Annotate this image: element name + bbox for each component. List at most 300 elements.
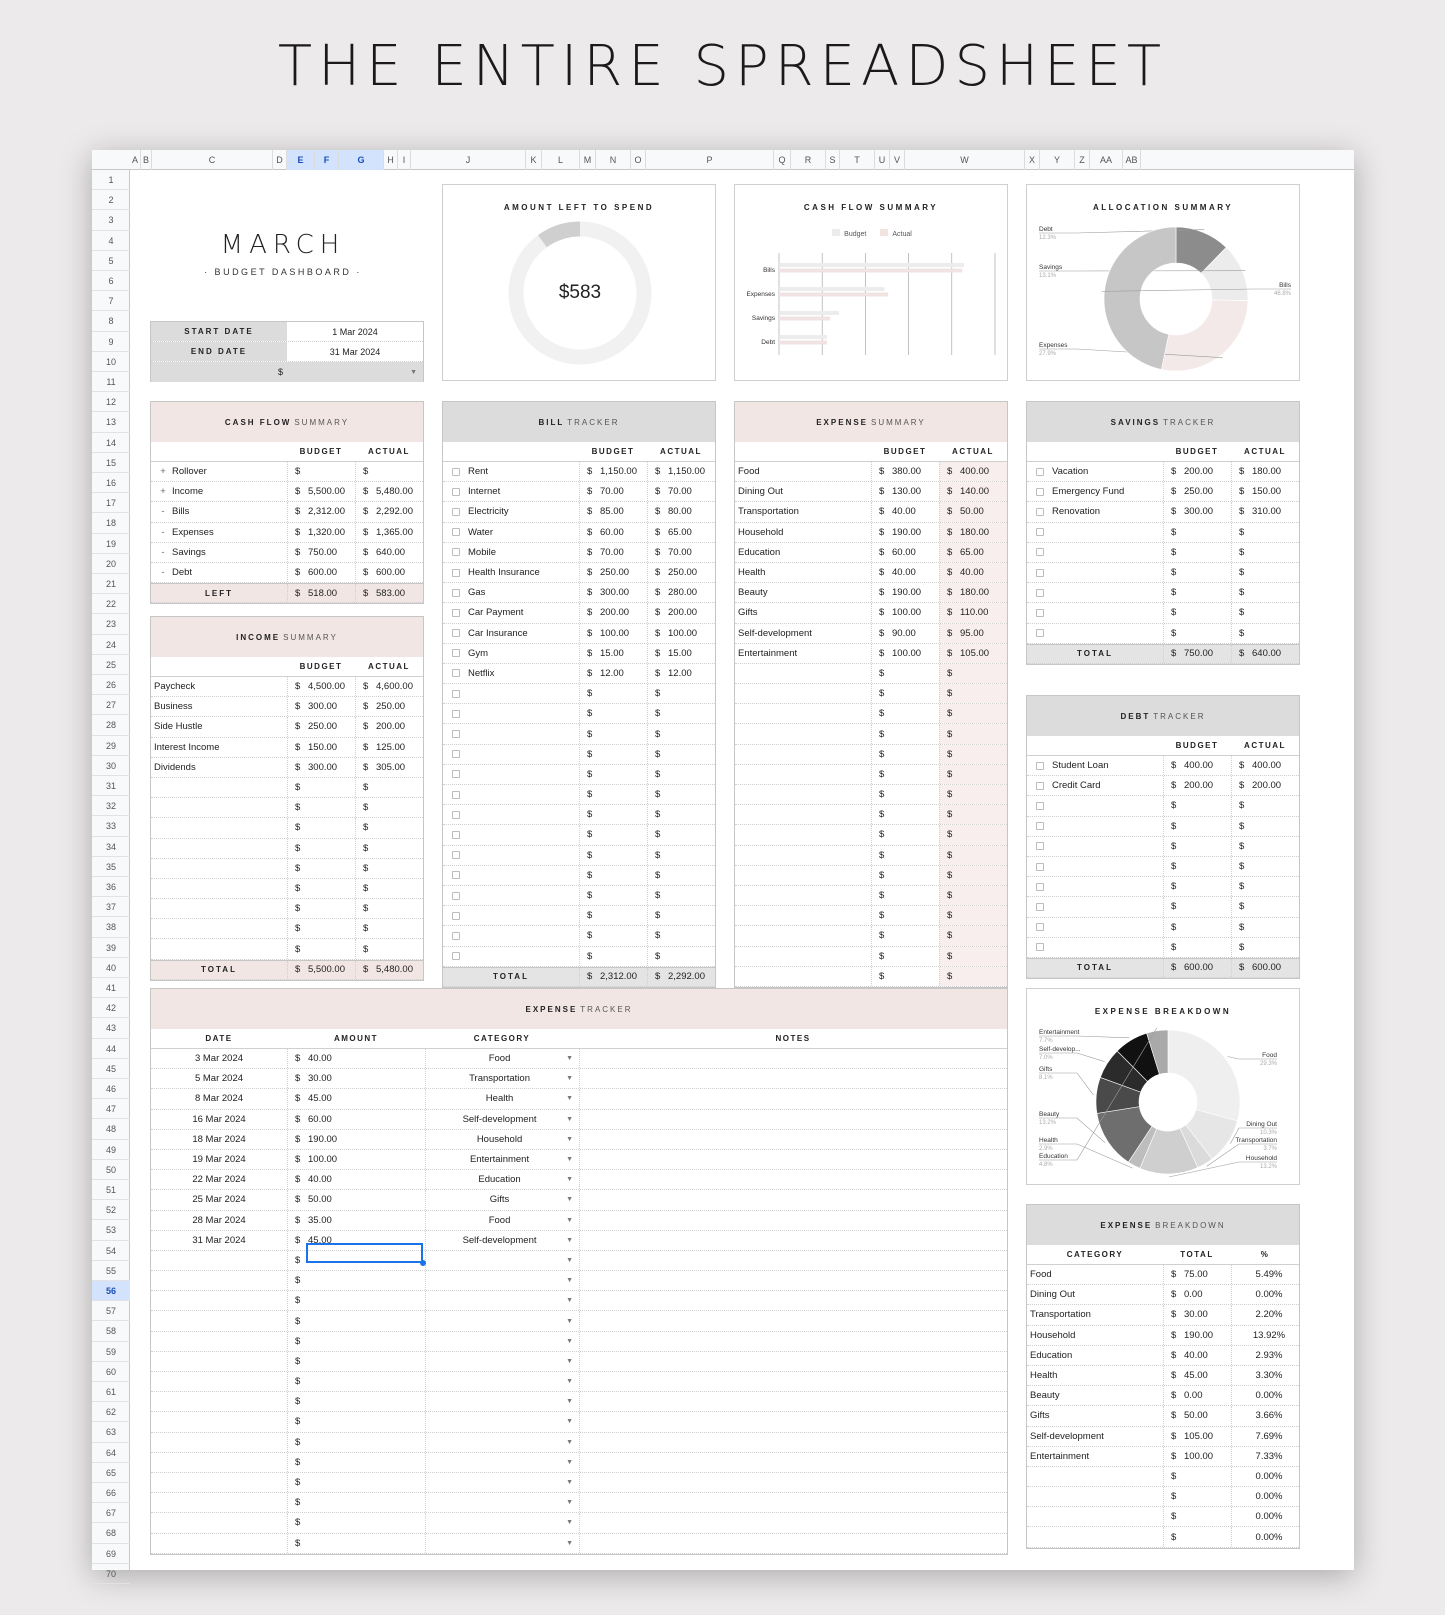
row-header[interactable]: 5 xyxy=(92,251,130,271)
column-header-o[interactable]: O xyxy=(631,150,646,170)
fill-handle[interactable] xyxy=(420,1260,426,1266)
row-header[interactable]: 56 xyxy=(92,1281,130,1301)
column-header-g[interactable]: G xyxy=(339,150,384,170)
checkbox[interactable] xyxy=(1036,508,1044,516)
checkbox[interactable] xyxy=(452,730,460,738)
row-label-cell[interactable] xyxy=(1027,583,1163,602)
row-label-cell[interactable] xyxy=(443,704,579,723)
total-cell[interactable] xyxy=(1163,1447,1231,1466)
row-header[interactable]: 35 xyxy=(92,857,130,877)
notes-cell[interactable] xyxy=(579,1453,1007,1472)
date-cell[interactable] xyxy=(151,1311,287,1330)
column-header-i[interactable]: I xyxy=(398,150,411,170)
row-label-cell[interactable] xyxy=(151,899,287,918)
row-header[interactable]: 47 xyxy=(92,1099,130,1119)
category-cell[interactable]: Transportation xyxy=(1030,1309,1091,1321)
checkbox[interactable] xyxy=(452,811,460,819)
notes-cell[interactable] xyxy=(579,1251,1007,1270)
row-label-cell[interactable] xyxy=(443,543,579,562)
date-cell[interactable] xyxy=(151,1473,287,1492)
row-label-cell[interactable] xyxy=(443,765,579,784)
notes-cell[interactable] xyxy=(579,1170,1007,1189)
row-label-cell[interactable] xyxy=(1027,543,1163,562)
row-label-cell[interactable] xyxy=(443,563,579,582)
row-header[interactable]: 64 xyxy=(92,1443,130,1463)
category-cell[interactable] xyxy=(1027,1467,1163,1486)
amount-cell[interactable] xyxy=(287,1110,425,1129)
column-header-h[interactable]: H xyxy=(384,150,398,170)
checkbox[interactable] xyxy=(452,851,460,859)
checkbox[interactable] xyxy=(1036,589,1044,597)
date-cell[interactable]: 31 Mar 2024 xyxy=(192,1234,246,1246)
row-label-cell[interactable] xyxy=(151,482,287,501)
row-label-cell[interactable] xyxy=(735,886,871,905)
category-select[interactable] xyxy=(425,1049,579,1068)
percent-cell[interactable]: 5.49% xyxy=(1231,1265,1299,1284)
row-label-cell[interactable] xyxy=(443,785,579,804)
end-date-value[interactable]: 31 Mar 2024 xyxy=(329,346,381,357)
column-header-r[interactable]: R xyxy=(791,150,826,170)
notes-cell[interactable] xyxy=(579,1311,1007,1330)
row-header[interactable]: 24 xyxy=(92,635,130,655)
row-label-cell[interactable] xyxy=(151,919,287,938)
checkbox[interactable] xyxy=(452,831,460,839)
date-cell[interactable] xyxy=(151,1332,287,1351)
checkbox[interactable] xyxy=(1036,883,1044,891)
row-label-cell[interactable] xyxy=(735,462,871,481)
category-select[interactable] xyxy=(425,1412,579,1431)
row-label-cell[interactable] xyxy=(735,563,871,582)
row-label-cell[interactable] xyxy=(443,523,579,542)
row-label-cell[interactable] xyxy=(1027,877,1163,896)
notes-cell[interactable] xyxy=(579,1110,1007,1129)
row-label-cell[interactable] xyxy=(151,839,287,858)
row-header[interactable]: 30 xyxy=(92,756,130,776)
row-header[interactable]: 25 xyxy=(92,655,130,675)
row-header[interactable]: 39 xyxy=(92,938,130,958)
checkbox[interactable] xyxy=(452,508,460,516)
row-label-cell[interactable] xyxy=(151,939,287,958)
checkbox[interactable] xyxy=(452,629,460,637)
row-header[interactable]: 40 xyxy=(92,958,130,978)
row-header[interactable]: 6 xyxy=(92,271,130,291)
column-header-l[interactable]: L xyxy=(542,150,580,170)
date-cell[interactable]: 22 Mar 2024 xyxy=(192,1174,246,1186)
category-select[interactable] xyxy=(425,1089,579,1108)
column-header-u[interactable]: U xyxy=(875,150,890,170)
row-label-cell[interactable] xyxy=(735,846,871,865)
column-header-s[interactable]: S xyxy=(826,150,840,170)
row-label-cell[interactable] xyxy=(151,859,287,878)
notes-cell[interactable] xyxy=(579,1130,1007,1149)
row-label-cell[interactable] xyxy=(443,745,579,764)
amount-cell[interactable] xyxy=(287,1372,425,1391)
row-header[interactable]: 14 xyxy=(92,433,130,453)
row-header[interactable]: 29 xyxy=(92,736,130,756)
total-cell[interactable] xyxy=(1163,1406,1231,1425)
checkbox[interactable] xyxy=(1036,468,1044,476)
row-label-cell[interactable] xyxy=(735,482,871,501)
checkbox[interactable] xyxy=(452,468,460,476)
column-header-z[interactable]: Z xyxy=(1075,150,1090,170)
spreadsheet[interactable] xyxy=(92,150,1354,1579)
amount-cell[interactable] xyxy=(287,1089,425,1108)
column-header-p[interactable]: P xyxy=(646,150,774,170)
notes-cell[interactable] xyxy=(579,1392,1007,1411)
row-header[interactable]: 55 xyxy=(92,1261,130,1281)
date-cell[interactable] xyxy=(151,1251,287,1270)
row-header[interactable]: 27 xyxy=(92,695,130,715)
date-cell[interactable]: 3 Mar 2024 xyxy=(194,1053,244,1065)
checkbox[interactable] xyxy=(452,710,460,718)
row-label-cell[interactable] xyxy=(443,866,579,885)
category-select[interactable] xyxy=(425,1211,579,1230)
percent-cell[interactable]: 0.00% xyxy=(1231,1487,1299,1506)
row-header[interactable]: 65 xyxy=(92,1463,130,1483)
category-cell[interactable] xyxy=(1027,1507,1163,1526)
row-label-cell[interactable] xyxy=(735,603,871,622)
row-header[interactable]: 67 xyxy=(92,1503,130,1523)
row-label-cell[interactable] xyxy=(735,825,871,844)
row-header[interactable]: 44 xyxy=(92,1039,130,1059)
row-label-cell[interactable] xyxy=(443,603,579,622)
row-header[interactable]: 54 xyxy=(92,1241,130,1261)
row-header[interactable]: 53 xyxy=(92,1220,130,1240)
row-label-cell[interactable] xyxy=(443,947,579,966)
row-header[interactable]: 15 xyxy=(92,453,130,473)
row-header[interactable]: 61 xyxy=(92,1382,130,1402)
row-header[interactable]: 11 xyxy=(92,372,130,392)
row-label-cell[interactable] xyxy=(443,684,579,703)
row-header[interactable]: 52 xyxy=(92,1200,130,1220)
row-header[interactable]: 33 xyxy=(92,816,130,836)
row-label-cell[interactable] xyxy=(1027,817,1163,836)
row-label-cell[interactable] xyxy=(735,543,871,562)
row-header[interactable]: 70 xyxy=(92,1564,130,1584)
column-header-ab[interactable]: AB xyxy=(1123,150,1141,170)
checkbox[interactable] xyxy=(1036,863,1044,871)
row-header[interactable]: 59 xyxy=(92,1342,130,1362)
column-header-x[interactable]: X xyxy=(1025,150,1040,170)
amount-cell[interactable] xyxy=(287,1433,425,1452)
total-cell[interactable] xyxy=(1163,1346,1231,1365)
checkbox[interactable] xyxy=(452,770,460,778)
date-cell[interactable] xyxy=(151,1372,287,1391)
column-header-d[interactable]: D xyxy=(273,150,287,170)
row-header[interactable]: 46 xyxy=(92,1079,130,1099)
amount-cell[interactable] xyxy=(287,1332,425,1351)
notes-cell[interactable] xyxy=(579,1412,1007,1431)
checkbox[interactable] xyxy=(1036,548,1044,556)
checkbox[interactable] xyxy=(452,892,460,900)
date-cell[interactable] xyxy=(151,1433,287,1452)
amount-cell[interactable] xyxy=(287,1130,425,1149)
row-header[interactable]: 57 xyxy=(92,1301,130,1321)
percent-cell[interactable]: 2.20% xyxy=(1231,1305,1299,1324)
row-label-cell[interactable] xyxy=(151,502,287,521)
row-label-cell[interactable] xyxy=(1027,482,1163,501)
category-select[interactable] xyxy=(425,1372,579,1391)
row-label-cell[interactable] xyxy=(443,624,579,643)
amount-cell[interactable] xyxy=(287,1412,425,1431)
row-label-cell[interactable] xyxy=(735,724,871,743)
category-select[interactable] xyxy=(425,1352,579,1371)
total-cell[interactable] xyxy=(1163,1285,1231,1304)
row-header[interactable]: 3 xyxy=(92,210,130,230)
row-header[interactable]: 1 xyxy=(92,170,130,190)
category-cell[interactable]: Household xyxy=(1030,1329,1076,1341)
row-header[interactable]: 12 xyxy=(92,392,130,412)
row-label-cell[interactable] xyxy=(151,798,287,817)
percent-cell[interactable]: 3.30% xyxy=(1231,1366,1299,1385)
checkbox[interactable] xyxy=(452,488,460,496)
row-label-cell[interactable] xyxy=(735,926,871,945)
row-label-cell[interactable] xyxy=(151,697,287,716)
amount-cell[interactable] xyxy=(287,1493,425,1512)
amount-cell[interactable] xyxy=(287,1271,425,1290)
checkbox[interactable] xyxy=(452,690,460,698)
checkbox[interactable] xyxy=(452,952,460,960)
total-cell[interactable] xyxy=(1163,1265,1231,1284)
row-header[interactable]: 34 xyxy=(92,837,130,857)
category-select[interactable] xyxy=(425,1231,579,1250)
row-label-cell[interactable] xyxy=(735,866,871,885)
column-header-m[interactable]: M xyxy=(580,150,596,170)
category-cell[interactable]: Education xyxy=(1030,1349,1073,1361)
row-header[interactable]: 69 xyxy=(92,1544,130,1564)
column-header-w[interactable]: W xyxy=(905,150,1025,170)
date-cell[interactable]: 28 Mar 2024 xyxy=(192,1214,246,1226)
checkbox[interactable] xyxy=(1036,923,1044,931)
checkbox[interactable] xyxy=(452,528,460,536)
total-cell[interactable] xyxy=(1163,1467,1231,1486)
notes-cell[interactable] xyxy=(579,1150,1007,1169)
notes-cell[interactable] xyxy=(579,1231,1007,1250)
checkbox[interactable] xyxy=(1036,822,1044,830)
row-label-cell[interactable] xyxy=(151,717,287,736)
notes-cell[interactable] xyxy=(579,1190,1007,1209)
notes-cell[interactable] xyxy=(579,1493,1007,1512)
row-header[interactable]: 51 xyxy=(92,1180,130,1200)
total-cell[interactable] xyxy=(1163,1527,1231,1546)
category-cell[interactable]: Beauty xyxy=(1030,1390,1060,1402)
row-header[interactable]: 45 xyxy=(92,1059,130,1079)
row-header[interactable]: 13 xyxy=(92,412,130,432)
percent-cell[interactable]: 0.00% xyxy=(1231,1507,1299,1526)
column-header-y[interactable]: Y xyxy=(1040,150,1075,170)
notes-cell[interactable] xyxy=(579,1534,1007,1553)
row-label-cell[interactable] xyxy=(735,664,871,683)
row-header[interactable]: 49 xyxy=(92,1140,130,1160)
row-header[interactable]: 48 xyxy=(92,1119,130,1139)
row-label-cell[interactable] xyxy=(443,805,579,824)
row-header[interactable]: 63 xyxy=(92,1422,130,1442)
row-label-cell[interactable] xyxy=(151,758,287,777)
date-cell[interactable] xyxy=(151,1392,287,1411)
category-select[interactable] xyxy=(425,1271,579,1290)
notes-cell[interactable] xyxy=(579,1069,1007,1088)
category-select[interactable] xyxy=(425,1110,579,1129)
notes-cell[interactable] xyxy=(579,1433,1007,1452)
row-header[interactable]: 42 xyxy=(92,998,130,1018)
date-cell[interactable]: 25 Mar 2024 xyxy=(192,1194,246,1206)
total-cell[interactable] xyxy=(1163,1507,1231,1526)
row-label-cell[interactable] xyxy=(443,886,579,905)
category-select[interactable] xyxy=(425,1513,579,1532)
date-cell[interactable] xyxy=(151,1291,287,1310)
notes-cell[interactable] xyxy=(579,1291,1007,1310)
total-cell[interactable] xyxy=(1163,1326,1231,1345)
total-cell[interactable] xyxy=(1163,1305,1231,1324)
row-label-cell[interactable] xyxy=(735,583,871,602)
checkbox[interactable] xyxy=(452,589,460,597)
amount-cell[interactable] xyxy=(287,1311,425,1330)
row-label-cell[interactable] xyxy=(1027,776,1163,795)
row-label-cell[interactable] xyxy=(735,947,871,966)
percent-cell[interactable]: 0.00% xyxy=(1231,1285,1299,1304)
category-cell[interactable] xyxy=(1027,1527,1163,1546)
date-cell[interactable] xyxy=(151,1271,287,1290)
row-label-cell[interactable] xyxy=(443,583,579,602)
row-header[interactable]: 43 xyxy=(92,1018,130,1038)
row-label-cell[interactable] xyxy=(443,724,579,743)
row-label-cell[interactable] xyxy=(1027,938,1163,957)
row-label-cell[interactable] xyxy=(1027,502,1163,521)
row-header[interactable]: 22 xyxy=(92,594,130,614)
amount-cell[interactable] xyxy=(287,1190,425,1209)
row-header[interactable]: 10 xyxy=(92,352,130,372)
checkbox[interactable] xyxy=(1036,782,1044,790)
row-header[interactable]: 17 xyxy=(92,493,130,513)
percent-cell[interactable]: 0.00% xyxy=(1231,1386,1299,1405)
amount-cell[interactable] xyxy=(287,1049,425,1068)
row-header[interactable]: 62 xyxy=(92,1402,130,1422)
row-label-cell[interactable] xyxy=(443,906,579,925)
amount-cell[interactable] xyxy=(287,1211,425,1230)
checkbox[interactable] xyxy=(452,871,460,879)
row-label-cell[interactable] xyxy=(151,523,287,542)
category-select[interactable] xyxy=(425,1534,579,1553)
column-header-b[interactable]: B xyxy=(141,150,152,170)
checkbox[interactable] xyxy=(452,912,460,920)
row-label-cell[interactable] xyxy=(1027,918,1163,937)
column-header-k[interactable]: K xyxy=(526,150,542,170)
row-label-cell[interactable] xyxy=(151,818,287,837)
amount-cell[interactable] xyxy=(287,1352,425,1371)
row-header[interactable]: 32 xyxy=(92,796,130,816)
category-select[interactable] xyxy=(425,1493,579,1512)
row-label-cell[interactable] xyxy=(735,967,871,986)
row-label-cell[interactable] xyxy=(735,745,871,764)
date-cell[interactable] xyxy=(151,1453,287,1472)
notes-cell[interactable] xyxy=(579,1513,1007,1532)
row-header[interactable]: 41 xyxy=(92,978,130,998)
row-label-cell[interactable] xyxy=(735,785,871,804)
start-date-value[interactable]: 1 Mar 2024 xyxy=(332,326,378,337)
checkbox[interactable] xyxy=(1036,903,1044,911)
row-header[interactable]: 58 xyxy=(92,1321,130,1341)
notes-cell[interactable] xyxy=(579,1372,1007,1391)
row-header[interactable]: 31 xyxy=(92,776,130,796)
column-header-aa[interactable]: AA xyxy=(1090,150,1123,170)
checkbox[interactable] xyxy=(452,791,460,799)
notes-cell[interactable] xyxy=(579,1352,1007,1371)
checkbox[interactable] xyxy=(1036,488,1044,496)
amount-cell[interactable] xyxy=(287,1534,425,1553)
row-label-cell[interactable] xyxy=(443,502,579,521)
total-cell[interactable] xyxy=(1163,1427,1231,1446)
row-header[interactable]: 20 xyxy=(92,554,130,574)
row-label-cell[interactable] xyxy=(151,543,287,562)
column-header-q[interactable]: Q xyxy=(774,150,791,170)
category-select[interactable] xyxy=(425,1433,579,1452)
currency-select[interactable] xyxy=(151,362,423,382)
row-label-cell[interactable] xyxy=(1027,897,1163,916)
amount-cell[interactable] xyxy=(287,1513,425,1532)
date-cell[interactable]: 16 Mar 2024 xyxy=(192,1113,246,1125)
column-header-j[interactable]: J xyxy=(411,150,526,170)
total-cell[interactable] xyxy=(1163,1366,1231,1385)
row-header[interactable]: 36 xyxy=(92,877,130,897)
category-select[interactable] xyxy=(425,1130,579,1149)
checkbox[interactable] xyxy=(452,750,460,758)
checkbox[interactable] xyxy=(1036,569,1044,577)
row-label-cell[interactable] xyxy=(1027,624,1163,643)
checkbox[interactable] xyxy=(1036,629,1044,637)
category-select[interactable] xyxy=(425,1473,579,1492)
date-cell[interactable] xyxy=(151,1352,287,1371)
row-label-cell[interactable] xyxy=(443,825,579,844)
row-header[interactable]: 4 xyxy=(92,231,130,251)
checkbox[interactable] xyxy=(452,669,460,677)
row-label-cell[interactable] xyxy=(151,778,287,797)
row-header[interactable]: 21 xyxy=(92,574,130,594)
date-cell[interactable] xyxy=(151,1513,287,1532)
row-label-cell[interactable] xyxy=(735,805,871,824)
checkbox[interactable] xyxy=(1036,943,1044,951)
checkbox[interactable] xyxy=(1036,528,1044,536)
row-label-cell[interactable] xyxy=(151,462,287,481)
row-label-cell[interactable] xyxy=(1027,857,1163,876)
category-cell[interactable]: Dining Out xyxy=(1030,1289,1075,1301)
column-header-c[interactable]: C xyxy=(152,150,273,170)
column-header-e[interactable]: E xyxy=(287,150,315,170)
category-cell[interactable]: Gifts xyxy=(1030,1410,1050,1422)
category-select[interactable] xyxy=(425,1392,579,1411)
category-select[interactable] xyxy=(425,1170,579,1189)
checkbox[interactable] xyxy=(452,609,460,617)
row-label-cell[interactable] xyxy=(1027,756,1163,775)
row-label-cell[interactable] xyxy=(735,684,871,703)
date-cell[interactable]: 8 Mar 2024 xyxy=(194,1093,244,1105)
category-select[interactable] xyxy=(425,1453,579,1472)
percent-cell[interactable]: 7.69% xyxy=(1231,1427,1299,1446)
total-cell[interactable] xyxy=(1163,1386,1231,1405)
date-cell[interactable]: 5 Mar 2024 xyxy=(194,1073,244,1085)
category-select[interactable] xyxy=(425,1150,579,1169)
checkbox[interactable] xyxy=(452,548,460,556)
category-cell[interactable]: Food xyxy=(1030,1269,1052,1281)
row-label-cell[interactable] xyxy=(443,926,579,945)
row-label-cell[interactable] xyxy=(735,906,871,925)
row-header[interactable]: 38 xyxy=(92,917,130,937)
column-header-n[interactable]: N xyxy=(596,150,631,170)
column-header-a[interactable]: A xyxy=(130,150,141,170)
date-cell[interactable] xyxy=(151,1534,287,1553)
percent-cell[interactable]: 0.00% xyxy=(1231,1527,1299,1546)
row-label-cell[interactable] xyxy=(151,738,287,757)
row-label-cell[interactable] xyxy=(443,644,579,663)
